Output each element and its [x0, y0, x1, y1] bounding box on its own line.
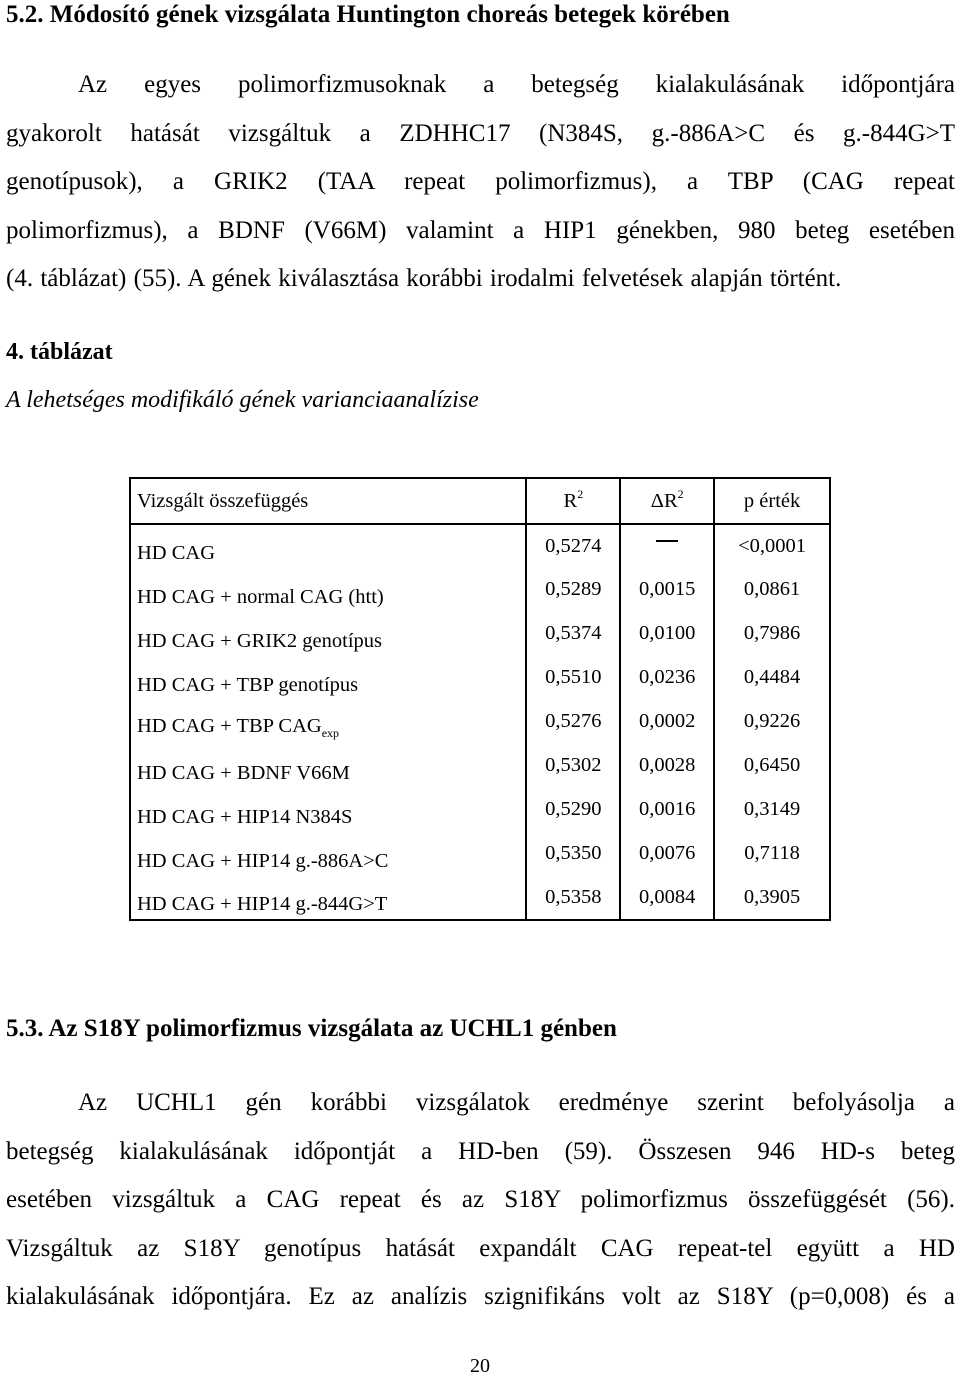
section-heading-5-3: 5.3. Az S18Y polimorfizmus vizsgálata az UCHL1 génben — [6, 1015, 617, 1042]
delta-r-squared-cell — [620, 524, 714, 568]
r-squared-cell: 0,5274 — [526, 524, 620, 568]
delta-r-squared-cell: 0,0100 — [620, 612, 714, 656]
paragraph-line: (4. táblázat) (55). A gének kiválasztása korábbi irodalmi felvetések alapján történt. — [6, 265, 842, 292]
row-label: HD CAG + BDNF V66M — [130, 744, 526, 788]
header-p-value: p érték — [714, 478, 830, 524]
p-value-cell: 0,0861 — [714, 568, 830, 612]
table-subtitle: A lehetséges modifikáló gének varianciaanalízise — [6, 387, 479, 413]
p-value-cell: 0,7118 — [714, 832, 830, 876]
row-label: HD CAG + normal CAG (htt) — [130, 568, 526, 612]
delta-r-squared-cell: 0,0028 — [620, 744, 714, 788]
p-value-cell: 0,7986 — [714, 612, 830, 656]
paragraph-line: genotípusok), a GRIK2 (TAA repeat polimorfizmus), a TBP (CAG repeat — [6, 168, 955, 195]
row-label: HD CAG + GRIK2 genotípus — [130, 612, 526, 656]
delta-r-squared-cell: 0,0076 — [620, 832, 714, 876]
p-value-cell: 0,4484 — [714, 656, 830, 700]
table-row — [130, 876, 830, 920]
p-value-cell: 0,3149 — [714, 788, 830, 832]
paragraph-line: polimorfizmus), a BDNF (V66M) valamint a HIP1 génekben, 980 beteg esetében — [6, 216, 955, 244]
delta-r-squared-cell: 0,0084 — [620, 876, 714, 920]
section-5-3-paragraph — [6, 1079, 955, 1322]
p-value-cell: 0,9226 — [714, 700, 830, 744]
table-row — [130, 832, 830, 876]
paragraph-line: Az UCHL1 gén korábbi vizsgálatok eredménye szerint befolyásolja a — [78, 1089, 955, 1116]
dash-icon — [656, 540, 678, 542]
header-r-squared: $R^2$ — [526, 478, 620, 524]
paragraph-line: gyakorolt hatását vizsgáltuk a ZDHHC17 (N384S, g.-886A>C és g.-844G>T — [6, 119, 955, 147]
row-label: HD CAG + TBP genotípus — [130, 656, 526, 700]
table-row — [130, 656, 830, 700]
paragraph-line: esetében vizsgáltuk a CAG repeat és az S18Y polimorfizmus összefüggését (56). — [6, 1186, 955, 1213]
delta-r-squared-cell: 0,0015 — [620, 568, 714, 612]
r-squared-cell: 0,5302 — [526, 744, 620, 788]
r-squared-cell: 0,5276 — [526, 700, 620, 744]
row-label: HD CAG + HIP14 g.-886A>C — [130, 832, 526, 876]
table-row — [130, 744, 830, 788]
section-heading-5-2: 5.2. Módosító gének vizsgálata Huntington choreás betegek körében — [6, 1, 730, 28]
table-row — [130, 788, 830, 832]
paragraph-line: Vizsgáltuk az S18Y genotípus hatását expandált CAG repeat-tel együtt a HD — [6, 1234, 955, 1262]
table-row — [130, 568, 830, 612]
table-row — [130, 524, 830, 568]
paragraph-line: Az egyes polimorfizmusoknak a betegség kialakulásának időpontjára — [78, 71, 955, 98]
r-squared-cell: 0,5358 — [526, 876, 620, 920]
row-label: HD CAG + TBP $CAG_{exp}$ — [130, 700, 526, 744]
delta-r-squared-cell: 0,0236 — [620, 656, 714, 700]
r-squared-cell: 0,5350 — [526, 832, 620, 876]
table-row — [130, 612, 830, 656]
section-5-2-paragraph — [6, 61, 955, 304]
table-caption: 4. táblázat — [6, 339, 113, 365]
delta-r-squared-cell: 0,0002 — [620, 700, 714, 744]
table-header-row — [130, 478, 830, 524]
paragraph-line: kialakulásának időpontjára. Ez az analízis szignifikáns volt az S18Y (p=0,008) és a — [6, 1283, 955, 1310]
row-label: HD CAG + HIP14 N384S — [130, 788, 526, 832]
r-squared-cell: 0,5374 — [526, 612, 620, 656]
variance-analysis-table — [129, 477, 831, 921]
r-squared-cell: 0,5510 — [526, 656, 620, 700]
page-number: 20 — [470, 1355, 490, 1377]
row-label: HD CAG + HIP14 g.-844G>T — [130, 876, 526, 920]
p-value-cell: 0,6450 — [714, 744, 830, 788]
delta-r-squared-cell: 0,0016 — [620, 788, 714, 832]
paragraph-line: betegség kialakulásának időpontját a HD-ben (59). Összesen 946 HD-s beteg — [6, 1137, 955, 1165]
row-label: HD CAG — [130, 524, 526, 568]
header-relationship: Vizsgált összefüggés — [130, 478, 526, 524]
r-squared-cell: 0,5290 — [526, 788, 620, 832]
r-squared-cell: 0,5289 — [526, 568, 620, 612]
p-value-cell: 0,3905 — [714, 876, 830, 920]
header-delta-r-squared: $\Delta R^2$ — [620, 478, 714, 524]
table-row — [130, 700, 830, 744]
p-value-cell: <0,0001 — [714, 524, 830, 568]
